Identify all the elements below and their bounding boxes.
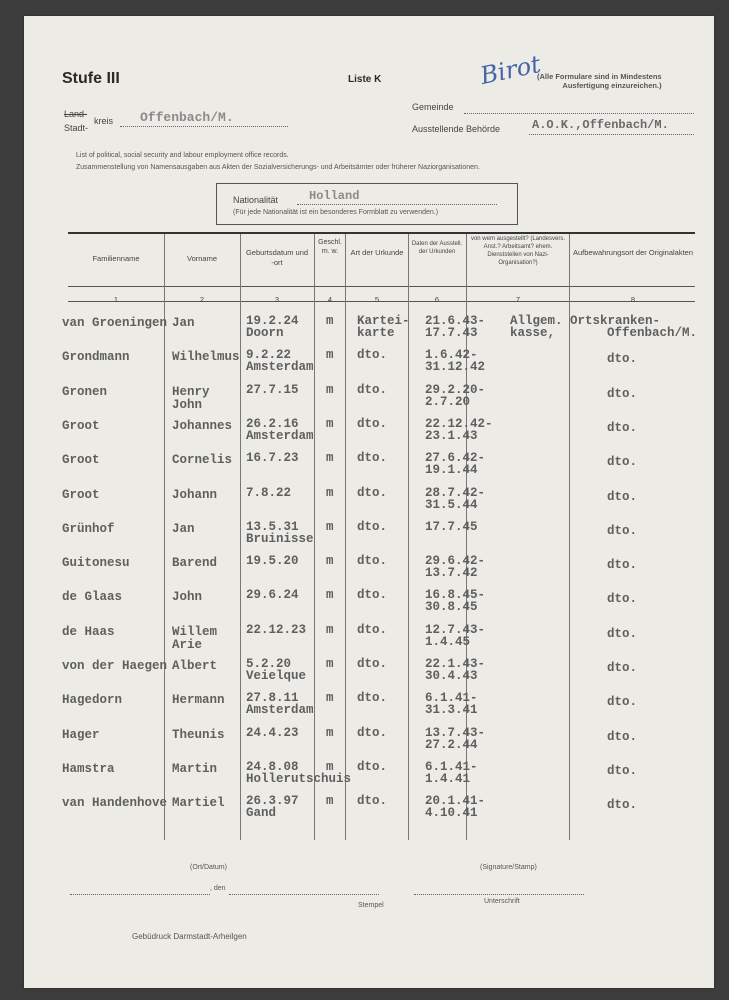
cell-geb2: Doorn — [246, 326, 284, 340]
cell-aufb2: dto. — [607, 763, 638, 778]
table-row — [24, 657, 714, 691]
gemeinde-line — [464, 113, 694, 114]
cell-g: m — [326, 348, 334, 363]
col-header-geburt: Geburtsdatum und -ort — [245, 248, 309, 268]
cell-geb1: 19.5.20 — [246, 554, 299, 569]
cell-art1: dto. — [357, 451, 388, 466]
cell-d1: 6.1.41- — [425, 691, 478, 706]
kreis-label: kreis — [94, 116, 114, 126]
cell-geb2: Veielque — [246, 669, 307, 683]
cell-name: Groot — [62, 453, 100, 468]
kreis-line — [120, 126, 288, 127]
cell-vorname: Johannes — [172, 418, 233, 433]
cell-geb1: 7.8.22 — [246, 485, 292, 500]
cell-d1: 22.12.42- — [425, 416, 493, 431]
table-row — [24, 588, 714, 622]
cell-d2: 1.4.41 — [425, 771, 471, 786]
cell-d2: 13.7.42 — [425, 566, 478, 581]
cell-d2: 1.4.45 — [425, 634, 471, 649]
table-row — [24, 760, 714, 794]
description-de: Zusammenstellung von Namensausgaben aus Akten der Sozialversicherungs- und Arbeitsämter oder früherer Naziorganisationen. — [76, 164, 480, 171]
cell-art1: dto. — [357, 588, 388, 603]
cell-d2: 4.10.41 — [425, 806, 478, 821]
col-header-geschlecht: Geschl. m. w. — [318, 239, 342, 256]
cell-g: m — [326, 485, 334, 500]
cell-d2: 31.5.44 — [425, 497, 478, 512]
cell-geb1: 26.3.97 — [246, 794, 299, 809]
cell-geb2: Amsterdam — [246, 703, 314, 718]
nationality-value: Holland — [309, 189, 360, 203]
cell-name: de Glaas — [62, 590, 123, 605]
cell-d2: 17.7.43 — [425, 326, 478, 340]
cell-g: m — [326, 519, 334, 534]
cell-aufb1: Ortskranken- — [570, 314, 661, 328]
behoerde-label: Ausstellende Behörde — [412, 124, 501, 134]
gemeinde-label: Gemeinde — [412, 102, 454, 112]
cell-geb1: 9.2.22 — [246, 348, 292, 363]
table-row — [24, 520, 714, 554]
cell-vorname: Theunis — [172, 727, 225, 742]
cell-von2: kasse, — [510, 326, 556, 340]
cell-g: m — [326, 588, 334, 603]
description-en: List of political, social security and labour employment office records. — [76, 152, 289, 159]
cell-d2: 31.3.41 — [425, 703, 478, 718]
col-number: 5 — [374, 295, 380, 304]
cell-art1: dto. — [357, 416, 388, 431]
cell-d1: 28.7.42- — [425, 485, 486, 500]
cell-name: Groot — [62, 418, 100, 433]
table-row — [24, 554, 714, 588]
cell-vorname: Willem — [172, 624, 218, 639]
cell-name: van Groeningen — [62, 316, 168, 330]
cell-g: m — [326, 622, 334, 637]
stufe-title: Stufe III — [62, 70, 120, 87]
stadt-label: Stadt- — [64, 123, 89, 133]
table-row — [24, 623, 714, 657]
unterschrift-label: Unterschrift — [484, 898, 520, 905]
ort-line — [70, 894, 210, 895]
cell-geb1: 27.7.15 — [246, 382, 299, 397]
cell-d2: 2.7.20 — [425, 394, 471, 409]
form-sheet — [24, 16, 714, 988]
cell-aufb2: dto. — [607, 420, 638, 435]
cell-geb2: Amsterdam — [246, 428, 314, 443]
cell-d1: 27.6.42- — [425, 451, 486, 466]
kreis-value: Offenbach/M. — [140, 110, 234, 125]
cell-geb1: 27.8.11 — [246, 691, 299, 706]
cell-name: Grondmann — [62, 350, 130, 365]
cell-name: Gronen — [62, 384, 108, 399]
cell-name: Hager — [62, 727, 100, 742]
table-row — [24, 348, 714, 382]
cell-vorname: Jan — [172, 316, 195, 330]
den-label: , den — [210, 885, 226, 892]
cell-art1: dto. — [357, 485, 388, 500]
col-header-aufbewahrung: Aufbewahrungsort der Originalakten — [572, 248, 694, 257]
cell-name: van Handenhove — [62, 796, 168, 811]
cell-d1: 29.6.42- — [425, 554, 486, 569]
printer-imprint: Gebüdruck Darmstadt-Arheilgen — [132, 932, 247, 941]
cell-aufb2: dto. — [607, 695, 638, 710]
nationality-box — [216, 183, 518, 225]
date-line — [229, 894, 379, 895]
cell-aufb2: dto. — [607, 386, 638, 401]
col-header-familienname: Familienname — [92, 254, 140, 263]
cell-art1: dto. — [357, 691, 388, 706]
cell-geb1: 5.2.20 — [246, 657, 292, 671]
cell-art1: dto. — [357, 622, 388, 637]
cell-geb2: Amsterdam — [246, 360, 314, 375]
cell-geb1: 22.12.23 — [246, 622, 307, 637]
cell-geb1: 16.7.23 — [246, 451, 299, 466]
col-number: 1 — [113, 295, 119, 304]
cell-g: m — [326, 382, 334, 397]
cell-geb2: Gand — [246, 806, 277, 821]
cell-art1: dto. — [357, 794, 388, 809]
cell-vorname: Barend — [172, 556, 218, 571]
cell-g: m — [326, 314, 334, 328]
cell-vorname: Johann — [172, 487, 218, 502]
cell-name: Groot — [62, 487, 100, 502]
cell-d1: 16.8.45- — [425, 588, 486, 603]
signature-label: (Signature/Stamp) — [480, 864, 537, 871]
cell-d2: 31.12.42 — [425, 360, 486, 375]
cell-g: m — [326, 554, 334, 569]
cell-art1: dto. — [357, 348, 388, 363]
cell-vorname: Wilhelmus — [172, 350, 240, 365]
nationality-label: Nationalität — [233, 195, 279, 205]
cell-vorname: John — [172, 590, 203, 605]
cell-d1: 6.1.41- — [425, 759, 478, 774]
cell-aufb2: dto. — [607, 729, 638, 744]
table-header-rule — [68, 286, 695, 287]
table-row — [24, 726, 714, 760]
nationality-note: (Für jede Nationalität ist ein besonderes Formblatt zu verwenden.) — [233, 209, 439, 216]
signature-line — [414, 894, 584, 895]
submission-note: (Alle Formulare sind in Mindestens Ausfertigung einzureichen.) — [537, 72, 662, 90]
table-row — [24, 383, 714, 417]
col-header-art: Art der Urkunde — [350, 248, 404, 257]
liste-label: Liste K — [348, 74, 382, 85]
handwritten-mark: Birot — [477, 49, 544, 91]
cell-name: Hagedorn — [62, 693, 123, 708]
cell-aufb2: dto. — [607, 455, 638, 470]
col-header-vorname: Vorname — [186, 254, 218, 263]
cell-aufb2: dto. — [607, 558, 638, 573]
cell-art1: dto. — [357, 759, 388, 774]
cell-vorname: Martin — [172, 761, 218, 776]
col-header-vonwem: von wem ausgestellt? (Landesvers. Anst.? Arbeitsamt? ehem. Dienststellen von Nazi-Organisation?) — [470, 236, 566, 267]
cell-aufb2: dto. — [607, 523, 638, 538]
cell-g: m — [326, 657, 334, 671]
table-top-rule — [68, 232, 695, 234]
cell-d2: 19.1.44 — [425, 463, 478, 478]
cell-d1: 29.2.20- — [425, 382, 486, 397]
cell-d2: 23.1.43 — [425, 428, 478, 443]
table-row — [24, 691, 714, 725]
cell-d2: 30.4.43 — [425, 669, 478, 683]
col-header-daten: Daten der Ausstell. der Urkunden — [411, 241, 463, 256]
cell-art1: dto. — [357, 519, 388, 534]
cell-d2: 30.8.45 — [425, 600, 478, 615]
cell-vorname: Hermann — [172, 693, 225, 708]
cell-geb1: 26.2.16 — [246, 416, 299, 431]
cell-geb1: 19.2.24 — [246, 314, 299, 328]
cell-geb2: Hollerutschuis — [246, 771, 352, 786]
behoerde-line — [529, 134, 694, 135]
cell-aufb2: dto. — [607, 798, 638, 813]
cell-art1: dto. — [357, 725, 388, 740]
cell-g: m — [326, 416, 334, 431]
col-number: 4 — [327, 295, 333, 304]
cell-d1: 17.7.45 — [425, 519, 478, 534]
cell-d1: 20.1.41- — [425, 794, 486, 809]
cell-vorname: Henry — [172, 384, 210, 399]
cell-name: Grünhof — [62, 521, 115, 536]
cell-vorname: Jan — [172, 521, 195, 536]
cell-d1: 12.7.43- — [425, 622, 486, 637]
cell-name: de Haas — [62, 624, 115, 639]
cell-vorname: Albert — [172, 659, 218, 673]
cell-aufb2: dto. — [607, 626, 638, 641]
cell-geb2: Bruinisse — [246, 531, 314, 546]
cell-g: m — [326, 759, 334, 774]
cell-geb1: 29.6.24 — [246, 588, 299, 603]
cell-g: m — [326, 725, 334, 740]
cell-geb1: 24.8.08 — [246, 759, 299, 774]
behoerde-value: A.O.K.,Offenbach/M. — [532, 118, 669, 132]
cell-vorname2: John — [172, 397, 203, 412]
land-label: Land- — [64, 109, 88, 119]
stempel-label: Stempel — [358, 902, 384, 909]
cell-g: m — [326, 451, 334, 466]
cell-aufb2: dto. — [607, 592, 638, 607]
cell-d1: 22.1.43- — [425, 657, 486, 671]
cell-vorname: Martiel — [172, 796, 225, 811]
col-number: 8 — [630, 295, 636, 304]
cell-aufb2: dto. — [607, 352, 638, 367]
cell-d2: 27.2.44 — [425, 737, 478, 752]
table-row — [24, 794, 714, 828]
cell-vorname2: Arie — [172, 637, 203, 652]
cell-aufb2: Offenbach/M. — [607, 326, 698, 340]
cell-art1: Kartei- — [357, 314, 410, 328]
cell-geb1: 24.4.23 — [246, 725, 299, 740]
cell-von1: Allgem. — [510, 314, 563, 328]
col-number: 6 — [434, 295, 440, 304]
cell-vorname: Cornelis — [172, 453, 233, 468]
cell-art1: dto. — [357, 554, 388, 569]
cell-art1: dto. — [357, 657, 388, 671]
table-row — [24, 314, 714, 348]
cell-name: von der Haegen — [62, 659, 168, 673]
cell-art1: dto. — [357, 382, 388, 397]
table-row — [24, 417, 714, 451]
col-number: 3 — [274, 295, 280, 304]
cell-d1: 1.6.42- — [425, 348, 478, 363]
cell-g: m — [326, 691, 334, 706]
cell-d1: 21.6.43- — [425, 314, 486, 328]
table-row — [24, 486, 714, 520]
cell-g: m — [326, 794, 334, 809]
nationality-line — [297, 204, 497, 205]
cell-d1: 13.7.43- — [425, 725, 486, 740]
cell-name: Hamstra — [62, 761, 115, 776]
col-number: 2 — [199, 295, 205, 304]
ort-datum-label: (Ort/Datum) — [190, 864, 227, 871]
cell-art2: karte — [357, 326, 395, 340]
cell-geb1: 13.5.31 — [246, 519, 299, 534]
cell-name: Guitonesu — [62, 556, 130, 571]
col-number: 7 — [515, 295, 521, 304]
cell-aufb2: dto. — [607, 661, 638, 675]
table-row — [24, 451, 714, 485]
cell-aufb2: dto. — [607, 489, 638, 504]
